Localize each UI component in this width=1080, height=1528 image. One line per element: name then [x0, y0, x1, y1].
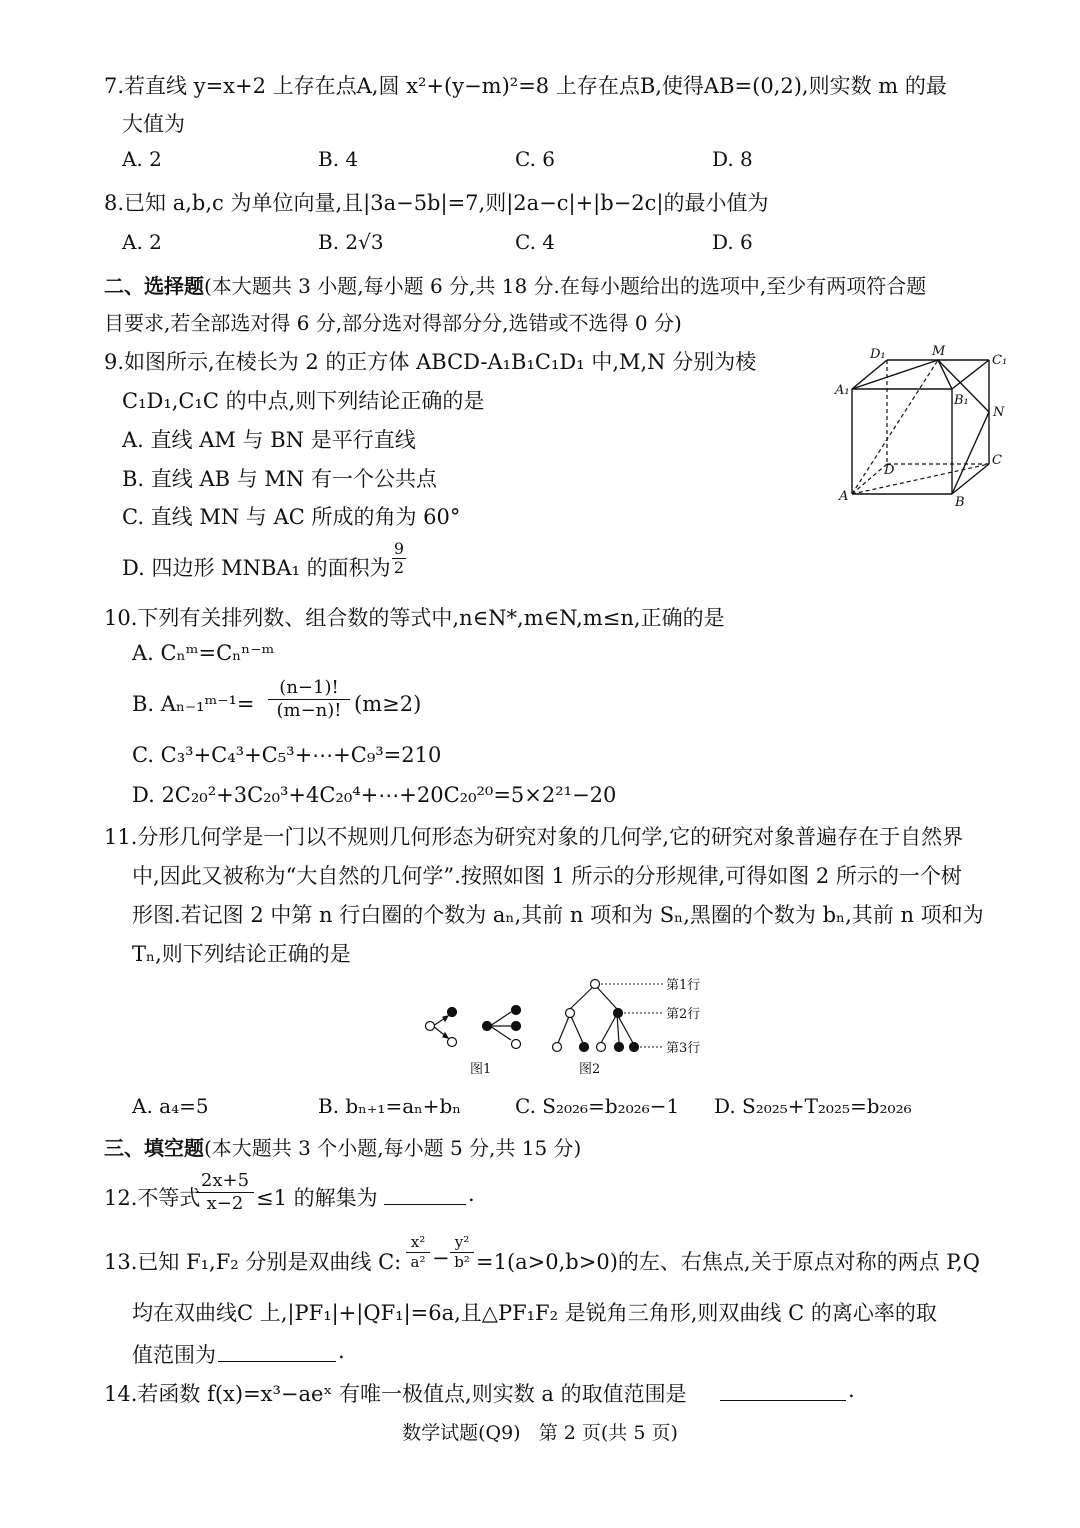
fig1-black-child-2: [512, 1022, 521, 1031]
q9-option-c: C. 直线 MN 与 AC 所成的角为 60°: [122, 505, 461, 529]
diagonal-AC-hidden: [852, 464, 989, 494]
fig1-arrow-black-3: [490, 1026, 511, 1040]
q10-option-b: B. Aₙ₋₁ᵐ⁻¹=: [132, 692, 255, 716]
q10-fraction-denominator: (m−n)!: [276, 700, 342, 721]
fig2-edge-3: [558, 1014, 570, 1043]
q12-fraction: [196, 1170, 254, 1215]
q7-option-c: C. 6: [515, 147, 556, 171]
q9-option-a: A. 直线 AM 与 BN 是平行直线: [122, 428, 416, 452]
q11-line4: Tₙ,则下列结论正确的是: [132, 942, 351, 966]
section3-title: 三、填空题: [104, 1136, 204, 1160]
q13-fraction-y: [450, 1233, 474, 1272]
fig1-white-child-black: [448, 1008, 457, 1017]
label-D: D: [884, 463, 895, 478]
fig1-white-source: [426, 1022, 435, 1031]
q11-line2: 中,因此又被称为“大自然的几何学”.按照如图 1 所示的分形规律,可得如图 2 所示的一个树: [132, 864, 962, 888]
label-B: B: [955, 495, 965, 510]
fig1-black-child-white: [512, 1040, 521, 1049]
label-M: M: [932, 344, 946, 359]
q13-fraction-x-denominator: a²: [410, 1253, 426, 1271]
q13-answer-blank[interactable]: [218, 1341, 336, 1362]
edge-B1C1: [952, 360, 989, 389]
label-N: N: [993, 405, 1005, 420]
q9-option-b: B. 直线 AB 与 MN 有一个公共点: [122, 467, 437, 491]
fig2-edge-1: [570, 985, 595, 1009]
fig2-row3-white-1: [553, 1043, 562, 1052]
q7-line2: 大值为: [122, 112, 185, 136]
cube-figure: [832, 342, 1022, 512]
q8-option-b: B. 2√3: [318, 230, 384, 254]
label-D1: D₁: [870, 347, 886, 362]
fig2-row2-black: [614, 1009, 623, 1018]
fig2-row3-black-2: [615, 1043, 624, 1052]
fig2-row1-white: [591, 980, 600, 989]
q11-option-d: D. S₂₀₂₅+T₂₀₂₅=b₂₀₂₆: [714, 1094, 912, 1118]
q9-option-d-fraction: [392, 540, 406, 577]
q12-pre: 12.不等式: [104, 1186, 201, 1210]
q8-option-d: D. 6: [712, 230, 753, 254]
fig1-white-child-white: [448, 1038, 457, 1047]
edge-AD-hidden: [852, 464, 887, 494]
q11-option-b: B. bₙ₊₁=aₙ+bₙ: [318, 1094, 461, 1118]
section3-desc: (本大题共 3 个小题,每小题 5 分,共 15 分): [204, 1136, 582, 1160]
q14-answer-blank[interactable]: [720, 1380, 846, 1401]
fractal-figure-1: [420, 990, 540, 1080]
fig2-row3-black-1: [580, 1043, 589, 1052]
q10-option-d: D. 2C₂₀²+3C₂₀³+4C₂₀⁴+⋯+20C₂₀²⁰=5×2²¹−20: [132, 783, 617, 807]
q7-option-a: A. 2: [122, 147, 162, 171]
q10-line1: 10.下列有关排列数、组合数的等式中,n∈N*,m∈N,m≤n,正确的是: [104, 606, 725, 630]
fig2-row2-label: 第2行: [666, 1007, 701, 1022]
q13-line1-pre: 13.已知 F₁,F₂ 分别是双曲线 C:: [104, 1250, 402, 1274]
q9-line2: C₁D₁,C₁C 的中点,则下列结论正确的是: [122, 389, 485, 413]
q12-post: ≤1 的解集为: [256, 1186, 378, 1210]
q13-line1-post: =1(a>0,b>0)的左、右焦点,关于原点对称的两点 P,Q: [476, 1250, 981, 1274]
fig2-edge-2: [595, 985, 617, 1009]
section2-desc1: (本大题共 3 小题,每小题 6 分,共 18 分.在每小题给出的选项中,至少有两项符合题: [204, 274, 927, 298]
fractal-figure-2: [545, 972, 725, 1080]
section3-heading: [104, 1132, 581, 1161]
edge-A1D1: [852, 360, 887, 389]
label-C1: C₁: [992, 353, 1008, 368]
fig2-edge-4: [570, 1014, 583, 1043]
q13-line3: 值范围为: [132, 1343, 216, 1367]
fig2-row2-white: [566, 1009, 575, 1018]
q13-fraction-y-denominator: b²: [454, 1253, 470, 1271]
page-footer: 数学试题(Q9) 第 2 页(共 5 页): [402, 1422, 678, 1444]
segment-MB1: [938, 360, 952, 389]
fig1-arrowhead-2: [443, 1033, 448, 1038]
q12-answer-blank[interactable]: [384, 1184, 466, 1205]
label-B1: B₁: [954, 393, 969, 408]
q13-fraction-y-numerator: y²: [450, 1233, 474, 1253]
q8-option-a: A. 2: [122, 230, 162, 254]
fig2-row3-label: 第3行: [666, 1041, 701, 1056]
q10-option-b-fraction: [268, 677, 350, 722]
fig2-edge-5: [601, 1014, 617, 1043]
q9-fraction-denominator: 2: [393, 558, 405, 577]
fig2-row1-label: 第1行: [666, 978, 701, 993]
q11-line1: 11.分形几何学是一门以不规则几何形态为研究对象的几何学,它的研究对象普遍存在于自然界: [104, 825, 964, 849]
segment-A1M: [852, 360, 938, 389]
q12-fraction-denominator: x−2: [206, 1193, 244, 1214]
fig2-label: 图2: [579, 1062, 601, 1077]
section2-desc2: 目要求,若全部选对得 6 分,部分选对得部分分,选错或不选得 0 分): [104, 311, 682, 335]
fig1-arrowhead-1: [443, 1016, 448, 1021]
q10-option-b-condition: (m≥2): [354, 692, 422, 716]
q10-option-a: A. Cₙᵐ=Cₙⁿ⁻ᵐ: [132, 641, 275, 665]
q11-option-c: C. S₂₀₂₆=b₂₀₂₆−1: [515, 1094, 680, 1118]
q13-fraction-x: [406, 1233, 430, 1272]
label-C: C: [992, 453, 1002, 468]
q10-option-c: C. C₃³+C₄³+C₅³+⋯+C₉³=210: [132, 743, 442, 767]
segment-BN: [952, 412, 989, 494]
fig1-label: 图1: [470, 1062, 492, 1077]
q10-fraction-numerator: (n−1)!: [268, 677, 350, 700]
q8-line1: 8.已知 a,b,c 为单位向量,且|3a−5b|=7,则|2a−c|+|b−2c|的最小值为: [104, 191, 769, 215]
q14-end: .: [848, 1378, 855, 1402]
fig2-edge-6: [617, 1014, 619, 1043]
fig1-arrow-black-1: [490, 1012, 511, 1026]
segment-AM-hidden: [852, 360, 938, 494]
q8-option-c: C. 4: [515, 230, 556, 254]
fig1-black-child-1: [512, 1006, 521, 1015]
q9-option-d: D. 四边形 MNBA₁ 的面积为: [122, 556, 391, 580]
q11-line3: 形图.若记图 2 中第 n 行白圈的个数为 aₙ,其前 n 项和为 Sₙ,黑圈的个数为 bₙ,其前 n 项和为: [132, 903, 984, 927]
label-A: A: [839, 489, 849, 504]
q12-end: .: [468, 1182, 475, 1206]
q14-line1: 14.若函数 f(x)=x³−aeˣ 有唯一极值点,则实数 a 的取值范围是: [104, 1382, 687, 1406]
q11-option-a: A. a₄=5: [132, 1094, 209, 1118]
q7-line1: 7.若直线 y=x+2 上存在点A,圆 x²+(y−m)²=8 上存在点B,使得AB=(0,2),则实数 m 的最: [104, 74, 947, 98]
q7-option-b: B. 4: [318, 147, 359, 171]
fig2-edge-7: [617, 1014, 633, 1043]
q9-line1: 9.如图所示,在棱长为 2 的正方体 ABCD-A₁B₁C₁D₁ 中,M,N 分别为棱: [104, 350, 757, 374]
q13-minus: −: [432, 1246, 450, 1270]
label-A1: A₁: [835, 383, 850, 398]
q13-line2: 均在双曲线C 上,|PF₁|+|QF₁|=6a,且△PF₁F₂ 是锐角三角形,则双曲线 C 的离心率的取: [132, 1301, 937, 1325]
q13-end: .: [338, 1339, 345, 1363]
fig2-row3-black-3: [630, 1043, 639, 1052]
fig1-black-source: [483, 1022, 492, 1031]
section2-heading: [104, 270, 926, 299]
q12-fraction-numerator: 2x+5: [196, 1170, 254, 1193]
q7-option-d: D. 8: [712, 147, 753, 171]
q9-fraction-numerator: 9: [393, 539, 405, 558]
q13-fraction-x-numerator: x²: [406, 1233, 430, 1253]
fig2-row3-white-2: [597, 1043, 606, 1052]
section2-title: 二、选择题: [104, 274, 204, 298]
